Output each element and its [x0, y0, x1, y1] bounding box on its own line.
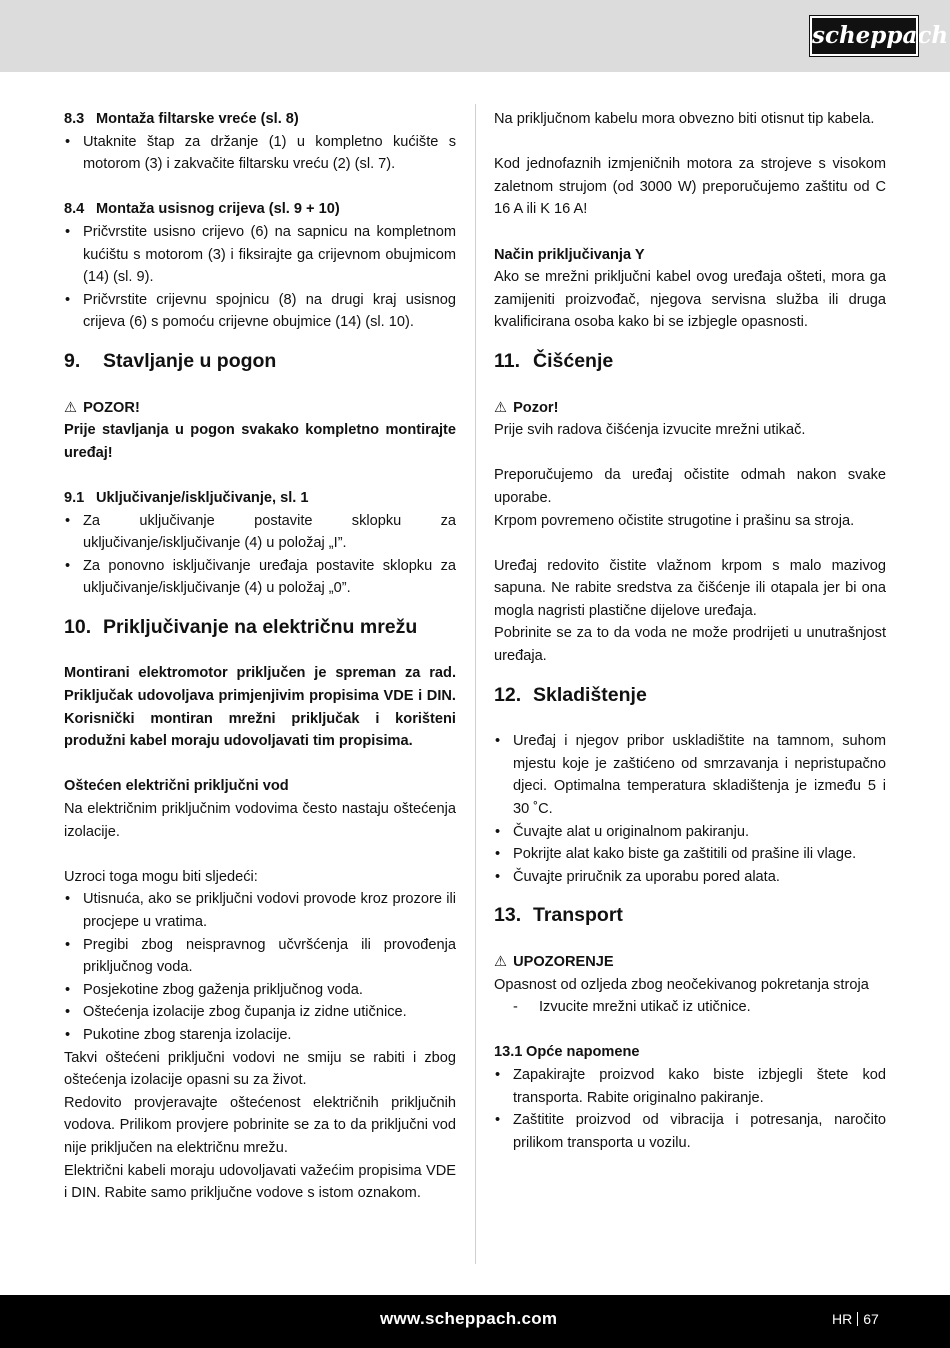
footer-website-link[interactable]: www.scheppach.com: [380, 1309, 558, 1328]
section-11-heading: 11. Čišćenje: [494, 349, 614, 372]
brand-logo: scheppach: [810, 16, 918, 56]
warning-11-title: ⚠ Pozor!: [494, 397, 886, 420]
list-item: • Utaknite štap za držanje (1) u kompletno kućište s motorom (3) i zakvačite filtarsku vreću (2) (sl. 7).: [64, 131, 456, 176]
list-item: • Zaštitite proizvod od vibracija i potresanja, naročito prilikom transporta u vozilu.: [494, 1109, 886, 1154]
warning-13-dash-list: [494, 996, 886, 1019]
warning-icon: ⚠: [494, 399, 508, 416]
list-item: • Pokrijte alat kako biste ga zaštitili od prašine ili vlage.: [494, 843, 886, 866]
paragraph: Redovito provjeravajte oštećenost električnih priključnih vodova. Prilikom provjere pobrinite se za to da priključni vod nije priključen na električnu mrežu.: [64, 1094, 456, 1156]
warning-9-text: Prije stavljanja u pogon svakako kompletno montirajte uređaj!: [64, 422, 456, 461]
section-13-1-heading: 13.1 Opće napomene: [494, 1044, 640, 1061]
paragraph: Kod jednofaznih izmjeničnih motora za strojeve s visokom zaletnom strujom (od 3000 W) preporučujemo zaštitu od C 16 A ili K 16 A!: [494, 156, 886, 218]
footer-page-info: [832, 1311, 879, 1327]
list-item: • Čuvajte alat u originalnom pakiranju.: [494, 821, 886, 844]
section-9-heading: 9. Stavljanje u pogon: [64, 349, 277, 372]
damaged-cable-text: Na električnim priključnim vodovima često nastaju oštećenja izolacije.: [64, 801, 456, 840]
list-item: • Pričvrstite usisno crijevo (6) na sapnicu na kompletnom kućištu s motorom (3) i fiksirajte ga crijevnom obujmicom (14) (sl. 9).: [64, 221, 456, 289]
section-8-3-list: [64, 131, 456, 176]
list-item: • Za ponovno isključivanje uređaja postavite sklopku za uključivanje/isključivanje (4) u položaj „0”.: [64, 555, 456, 600]
connection-y-heading: Način priključivanja Y: [494, 246, 645, 263]
damaged-cable-heading: Oštećen električni priključni vod: [64, 778, 289, 795]
section-12-heading: 12. Skladištenje: [494, 683, 647, 706]
warning-icon: ⚠: [494, 954, 508, 970]
language-code: HR: [832, 1311, 853, 1327]
section-10-heading: 10. Priključivanje na električnu mrežu: [64, 615, 418, 638]
warning-13-text: Opasnost od ozljeda zbog neočekivanog pokretanja stroja: [494, 976, 869, 993]
warning-9-title: ⚠ POZOR!: [64, 397, 456, 420]
paragraph: Krpom povremeno očistite strugotine i prašinu sa stroja.: [494, 512, 855, 529]
list-item: • Oštećenja izolacije zbog čupanja iz zidne utičnice.: [64, 1001, 456, 1024]
right-column: [494, 108, 886, 1154]
paragraph: Preporučujemo da uređaj očistite odmah nakon svake uporabe.: [494, 467, 886, 506]
list-item: • Pričvrstite crijevnu spojnicu (8) na drugi kraj usisnog crijeva (6) s pomoću crijevne obujmice (14) (sl. 10).: [64, 289, 456, 334]
column-divider: [475, 104, 476, 1264]
electric-motor-paragraph: Montirani elektromotor priključen je spreman za rad. Priključak udovoljava primjenjivim propisima VDE i DIN. Korisnički montiran mrežni priključak i korišteni produžni kabel moraju udovoljavati tim propisima.: [64, 665, 456, 750]
section-8-4-heading: 8.4 Montaža usisnog crijeva (sl. 9 + 10): [64, 201, 340, 218]
section-9-1-list: [64, 510, 456, 600]
warning-icon: ⚠: [64, 399, 78, 416]
page-number: 67: [863, 1311, 879, 1327]
connection-y-text: Ako se mrežni priključni kabel ovog uređaja ošteti, mora ga zamijeniti proizvođač, njegova servisna služba ili druga kvalificirana osoba kako bi se izbjegle opasnosti.: [494, 269, 886, 331]
section-13-1-list: [494, 1064, 886, 1154]
list-item: - Izvucite mrežni utikač iz utičnice.: [494, 996, 886, 1019]
causes-intro: Uzroci toga mogu biti sljedeći:: [64, 868, 258, 885]
section-8-3-heading: 8.3 Montaža filtarske vreće (sl. 8): [64, 111, 299, 127]
list-item: • Pregibi zbog neispravnog učvršćenja ili provođenja priključnog voda.: [64, 934, 456, 979]
list-item: • Utisnuća, ako se priključni vodovi provode kroz prozore ili procjepe u vratima.: [64, 888, 456, 933]
section-8-4-list: [64, 221, 456, 334]
paragraph: Pobrinite se za to da voda ne može prodrijeti u unutrašnjost uređaja.: [494, 625, 886, 665]
paragraph: Uređaj redovito čistite vlažnom krpom s malo mazivog sapuna. Ne rabite sredstva za čišćenje ili otapala jer bi ona mogla nagristi plastične dijelove uređaja.: [494, 557, 886, 619]
paragraph: Električni kabeli moraju udovoljavati važećim propisima VDE i DIN. Rabite samo priključne vodove s istom oznakom.: [64, 1162, 456, 1202]
paragraph: Na priključnom kabelu mora obvezno biti otisnut tip kabela.: [494, 111, 875, 127]
section-9-1-heading: 9.1 Uključivanje/isključivanje, sl. 1: [64, 489, 309, 506]
list-item: • Uređaj i njegov pribor uskladištite na tamnom, suhom mjestu koje je zaštićeno od smrzavanja i nepristupačno djeci. Optimalna temperatura skladištenja je između 5 i 30 ˚C.: [494, 730, 886, 820]
footer-bar: [0, 1295, 950, 1348]
section-13-heading: 13. Transport: [494, 904, 623, 927]
list-item: • Zapakirajte proizvod kako biste izbjegli štete kod transporta. Rabite originalno pakiranje.: [494, 1064, 886, 1109]
warning-13-title: ⚠ UPOZORENJE: [494, 951, 886, 974]
list-item: • Čuvajte priručnik za uporabu pored alata.: [494, 866, 886, 889]
list-item: • Pukotine zbog starenja izolacije.: [64, 1024, 456, 1047]
causes-list: [64, 888, 456, 1046]
list-item: • Posjekotine zbog gaženja priključnog voda.: [64, 979, 456, 1002]
warning-11-text: Prije svih radova čišćenja izvucite mrežni utikač.: [494, 422, 806, 439]
list-item: • Za uključivanje postavite sklopku za uključivanje/isključivanje (4) u položaj „I”.: [64, 510, 456, 555]
paragraph: Takvi oštećeni priključni vodovi ne smiju se rabiti i zbog oštećenja izolacije opasni su za život.: [64, 1049, 456, 1089]
left-column: [64, 108, 456, 1205]
storage-list: [494, 730, 886, 888]
header-bar: [0, 0, 950, 72]
